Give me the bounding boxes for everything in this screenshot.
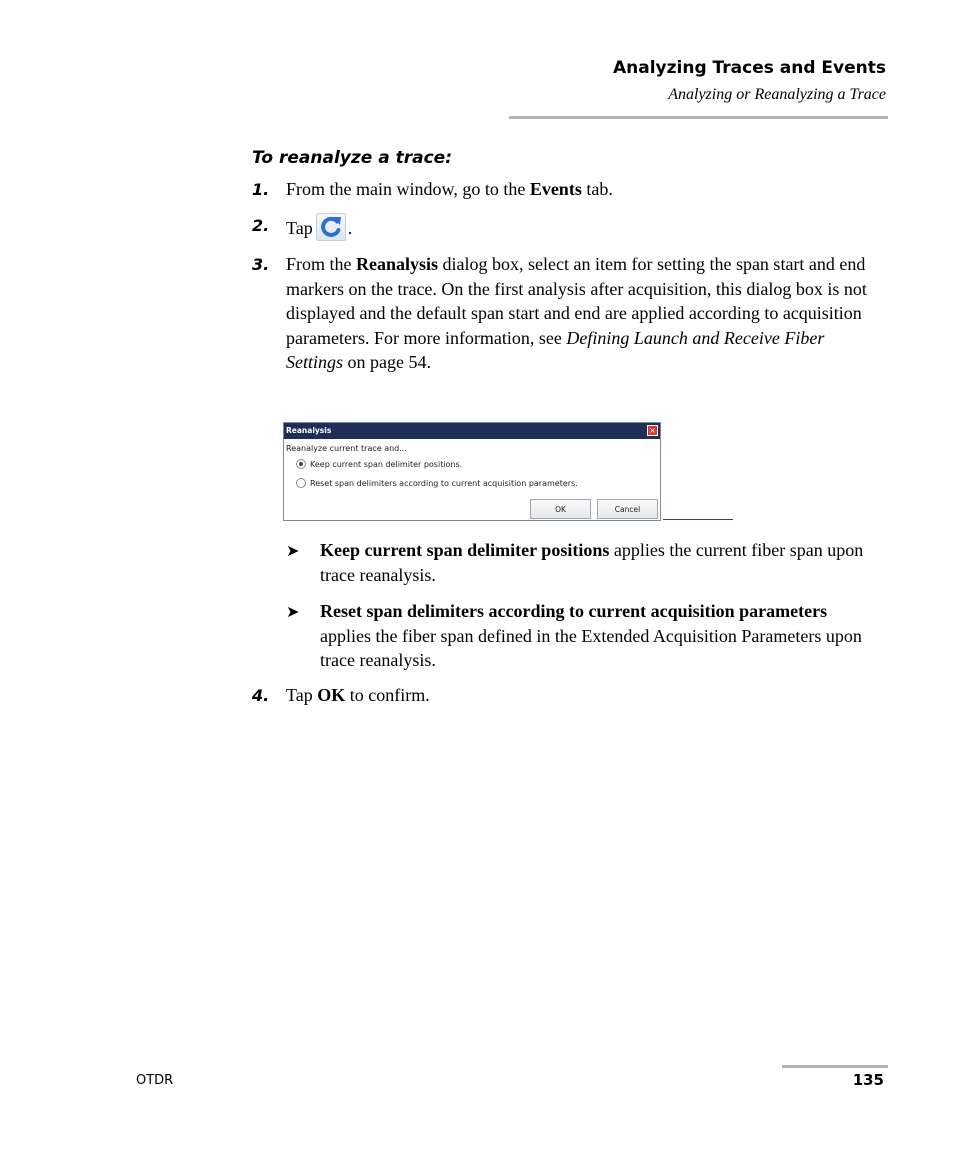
dialog-title: Reanalysis (286, 426, 332, 435)
bullet-term: Reset span delimiters according to current acquisition parameters (320, 601, 828, 621)
option-keep-current[interactable] (296, 459, 462, 469)
events-tab-reference: Events (529, 179, 582, 199)
running-header-subtitle: Analyzing or Reanalyzing a Trace (668, 86, 886, 103)
step-text-segment: tab. (581, 179, 613, 199)
step-text-segment: dialog box, select an item for setting the span start and end markers on the trace. On the first analysis after acquisition, this dialog box is not displayed and the default span start and end are applied according to acquisition parameters. For more information, see (286, 254, 867, 348)
cross-reference-link[interactable]: Defining Launch and Receive Fiber Settings (286, 327, 825, 372)
option-label: Reset span delimiters according to current acquisition parameters. (310, 478, 578, 488)
step-text-segment: From the main window, go to the (286, 179, 530, 199)
refresh-icon (316, 213, 346, 241)
bullet-term: Keep current span delimiter positions (320, 540, 610, 560)
bullet-keep-current (320, 538, 880, 587)
reanalysis-dialog (283, 422, 661, 521)
step-number: 2. (252, 216, 270, 235)
step-number: 3. (252, 255, 270, 274)
page-number: 135 (852, 1071, 884, 1089)
step-text-segment: . (347, 218, 353, 238)
ok-reference: OK (317, 685, 346, 705)
step-text-segment: From the (286, 254, 356, 274)
step-text-segment: Tap (286, 685, 318, 705)
step-text-segment: Tap (286, 218, 313, 238)
footer-divider (782, 1065, 888, 1068)
radio-selected-icon[interactable] (296, 459, 306, 469)
running-header-title: Analyzing Traces and Events (612, 58, 886, 78)
bullet-description: applies the current fiber span upon trace reanalysis. (320, 540, 864, 585)
bullet-arrow-icon: ➤ (286, 543, 300, 560)
step-2-text (286, 213, 352, 241)
ok-button[interactable]: OK (530, 499, 591, 519)
dialog-prompt: Reanalyze current trace and... (286, 444, 407, 453)
reanalysis-dialog-reference: Reanalysis (356, 254, 439, 274)
footer-product-name: OTDR (136, 1073, 174, 1088)
dialog-titlebar (284, 423, 660, 439)
radio-unselected-icon[interactable] (296, 478, 306, 488)
bullet-description: applies the fiber span defined in the Extended Acquisition Parameters upon trace reanalysis. (320, 625, 862, 670)
procedure-title: To reanalyze a trace: (252, 148, 452, 168)
step-text-segment: to confirm. (345, 685, 430, 705)
step-4-text (286, 683, 430, 708)
decorative-underline (663, 519, 733, 520)
step-number: 4. (252, 686, 270, 705)
step-1-text (286, 177, 886, 202)
bullet-arrow-icon: ➤ (286, 604, 300, 621)
bullet-reset-delimiters (320, 599, 865, 673)
cancel-button[interactable]: Cancel (597, 499, 658, 519)
step-3-text (286, 252, 876, 375)
step-text-segment: on page 54. (343, 352, 431, 372)
header-divider (509, 116, 888, 119)
step-number: 1. (252, 180, 270, 199)
close-icon[interactable]: × (647, 425, 658, 436)
option-label: Keep current span delimiter positions. (310, 459, 463, 469)
option-reset-delimiters[interactable] (296, 478, 578, 488)
